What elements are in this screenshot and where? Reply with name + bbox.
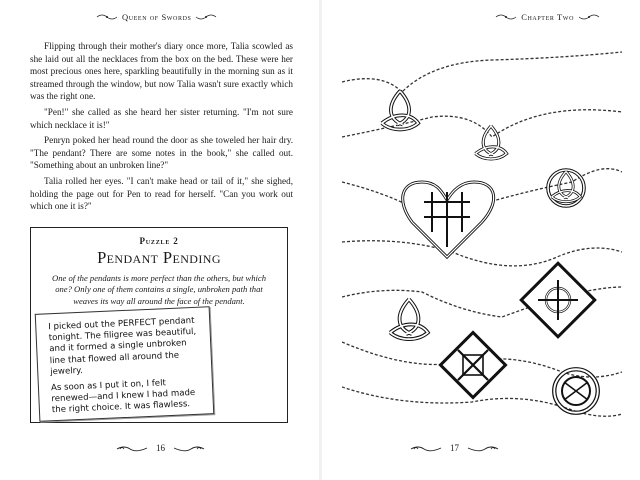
pendants-line-art <box>342 42 622 432</box>
left-page <box>0 0 318 480</box>
pendant-square-knot <box>440 332 505 397</box>
page-footer-right <box>410 443 499 453</box>
running-head-left <box>96 12 217 22</box>
paragraph: "Pen!" she called as she heard her sister returning. "I'm not sure which necklace it is!" <box>30 106 293 130</box>
story-text <box>30 40 293 213</box>
puzzle-label: Puzzle 2 <box>139 236 179 246</box>
pendant-celtic-square <box>521 263 595 337</box>
diary-note <box>35 306 215 422</box>
ornament-flourish-icon <box>578 13 600 21</box>
pendant-triquetra-circle <box>548 170 584 206</box>
running-head-right <box>495 12 600 22</box>
pendant-triquetra <box>390 299 428 339</box>
pendant-illustration <box>342 42 622 432</box>
paragraph: Flipping through their mother's diary once more, Talia scowled as she laid out all the necklaces from the box on the bed. These were her most precious ones here, sparkling beautifully in the morning sun as it streamed through the window, but now Talia wasn't sure exactly which was the right one. <box>30 41 293 102</box>
page-number: 17 <box>450 443 459 453</box>
pendant-triquetra <box>475 126 506 159</box>
puzzle-instructions: One of the pendants is more perfect than the others, but which one? Only one of them contains a single, unbroken path that weaves its way all around the face of the pendant. <box>51 273 267 306</box>
note-paragraph: I picked out the PERFECT pendant tonight. The filigree was beautiful, and it formed a single unbroken line that flowed all around the jewelry. <box>48 315 197 378</box>
ornament-scroll-icon <box>410 444 442 453</box>
right-page <box>322 0 640 480</box>
page-footer-left <box>116 443 205 453</box>
ornament-scroll-icon <box>173 444 205 453</box>
ornament-scroll-icon <box>116 444 148 453</box>
pendant-circle-knot <box>554 369 598 413</box>
running-head-title: Chapter Two <box>521 12 574 22</box>
ornament-scroll-icon <box>467 444 499 453</box>
note-paragraph: As soon as I put it on, I felt renewed—and I knew I had made the right choice. It was flawless. <box>50 378 196 416</box>
running-head-title: Queen of Swords <box>122 12 192 22</box>
ornament-flourish-icon <box>195 13 217 21</box>
paragraph: Penryn poked her head round the door as she toweled her hair dry. "The pendant? There are some notes in the book," she called out. "Something about an unbroken line?" <box>30 135 293 171</box>
paragraph: Talia rolled her eyes. "I can't make head or tail of it," she sighed, holding the page out for Pen to read for herself. "Can you work out which one it is?" <box>30 175 293 212</box>
pendant-triquetra <box>382 91 418 130</box>
puzzle-title: Pendant Pending <box>97 248 221 267</box>
puzzle-box <box>30 227 288 423</box>
pendant-heart-knot <box>403 182 494 257</box>
ornament-flourish-icon <box>495 13 517 21</box>
page-number: 16 <box>156 443 165 453</box>
ornament-flourish-icon <box>96 13 118 21</box>
